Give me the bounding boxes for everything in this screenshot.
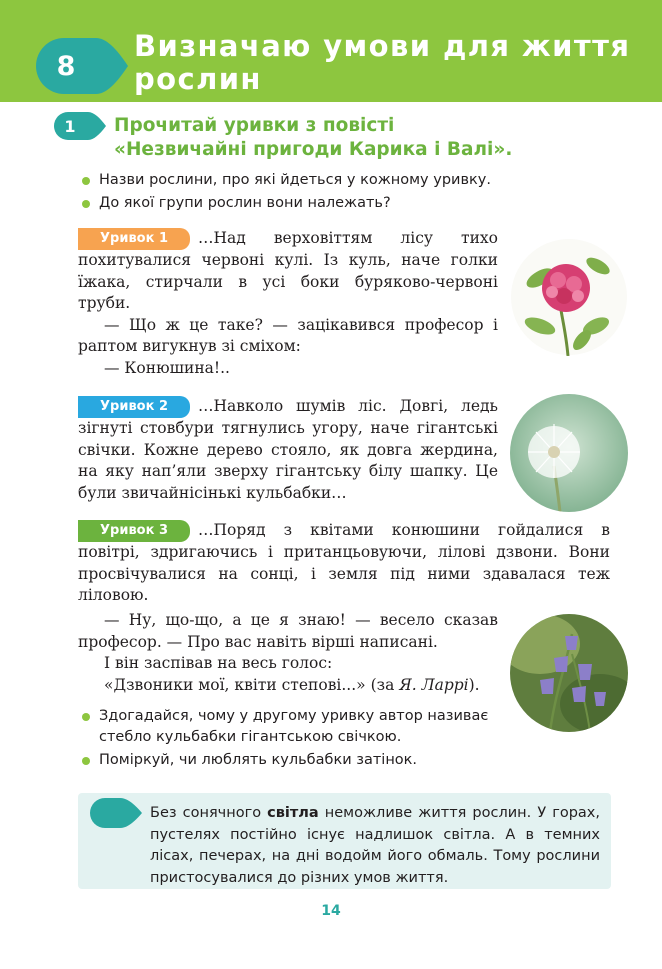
excerpt-3-continued bbox=[78, 610, 498, 696]
bullet-dot-icon bbox=[82, 177, 90, 185]
dandelion-image bbox=[510, 394, 628, 512]
excerpt-3-p1: …Поряд з квітами конюшини гойдалися в повітрі, здригаючись і пританцьовуючи, лілові дзвони. Вони просвічувалися на сонці, і земля під ними здавалася теж ліловою. bbox=[78, 521, 610, 604]
info-arrow-icon bbox=[90, 798, 142, 828]
task-title-line2: «Незвичайні пригоди Карика і Валі». bbox=[114, 139, 513, 160]
bellflower-image bbox=[510, 614, 628, 732]
excerpt-3-quote-line: «Дзвоники мої, квіти степові...» (за Я. Ларрі). bbox=[104, 675, 480, 694]
excerpt-1-label: Уривок 1 bbox=[78, 228, 190, 250]
list-item: Здогадайся, чому у другому уривку автор називає стебло кульбабки гігантською свічкою. bbox=[82, 706, 502, 748]
lesson-number: 8 bbox=[56, 50, 76, 82]
info-text: Без сонячного світла неможливе життя рослин. У горах, пустелях постійно існує надлишок світла. А в темних лісах, печерах, на дні водойм його обмаль. Тому рослини пристосувалися до різних умов життя. bbox=[150, 805, 600, 886]
list-item: Поміркуй, чи люблять кульбабки затінок. bbox=[82, 750, 502, 771]
task-title-line1: Прочитай уривки з повісті bbox=[114, 115, 395, 136]
excerpt-1-p3: — Конюшина!.. bbox=[104, 358, 230, 377]
excerpt-3-author: Я. Ларрі bbox=[399, 675, 469, 694]
task-number: 1 bbox=[64, 116, 76, 136]
list-item: До якої групи рослин вони належать? bbox=[82, 193, 522, 214]
excerpt-1-p2: — Що ж це таке? — зацікавився професор і раптом вигукнув зі сміхом: bbox=[78, 315, 498, 355]
followup-list bbox=[82, 706, 502, 773]
excerpt-3 bbox=[78, 520, 610, 607]
bullet-dot-icon bbox=[82, 200, 90, 208]
question-list bbox=[82, 170, 522, 216]
lesson-title: Визначаю умови для життя рослин bbox=[134, 29, 631, 96]
excerpt-3-p3: І він заспівав на весь голос: bbox=[104, 654, 333, 672]
info-keyword: світла bbox=[267, 805, 319, 821]
clover-image bbox=[510, 238, 628, 356]
excerpt-1-p1: …Над верховіттям лісу тихо похитувалися червоні кулі. Із куль, наче голки їжака, стирчали в усі боки буряково-червоні труби. bbox=[78, 229, 498, 312]
excerpt-3-label: Уривок 3 bbox=[78, 520, 190, 542]
excerpt-2-label: Уривок 2 bbox=[78, 396, 190, 418]
excerpt-2-p1: …Навколо шумів ліс. Довгі, ледь зігнуті стовбури тягнулись угору, наче гігантські свічки. Кожне дерево стояло, як довга жердина, на яку нап’яли зверху гігантську білу шапку. Це були звичайнісінькі кульбабки… bbox=[78, 397, 498, 502]
task-title bbox=[114, 114, 634, 162]
excerpt-1 bbox=[78, 228, 498, 379]
list-item: Назви рослини, про які йдеться у кожному уривку. bbox=[82, 170, 522, 191]
bullet-dot-icon bbox=[82, 713, 90, 721]
bullet-dot-icon bbox=[82, 757, 90, 765]
page-number: 14 bbox=[321, 903, 341, 919]
excerpt-3-quote: «Дзвоники мої, квіти степові...» bbox=[104, 675, 366, 694]
excerpt-2 bbox=[78, 396, 498, 504]
excerpt-3-p2: — Ну, що-що, а це я знаю! — весело сказав професор. — Про вас навіть вірші написані. bbox=[78, 611, 498, 651]
